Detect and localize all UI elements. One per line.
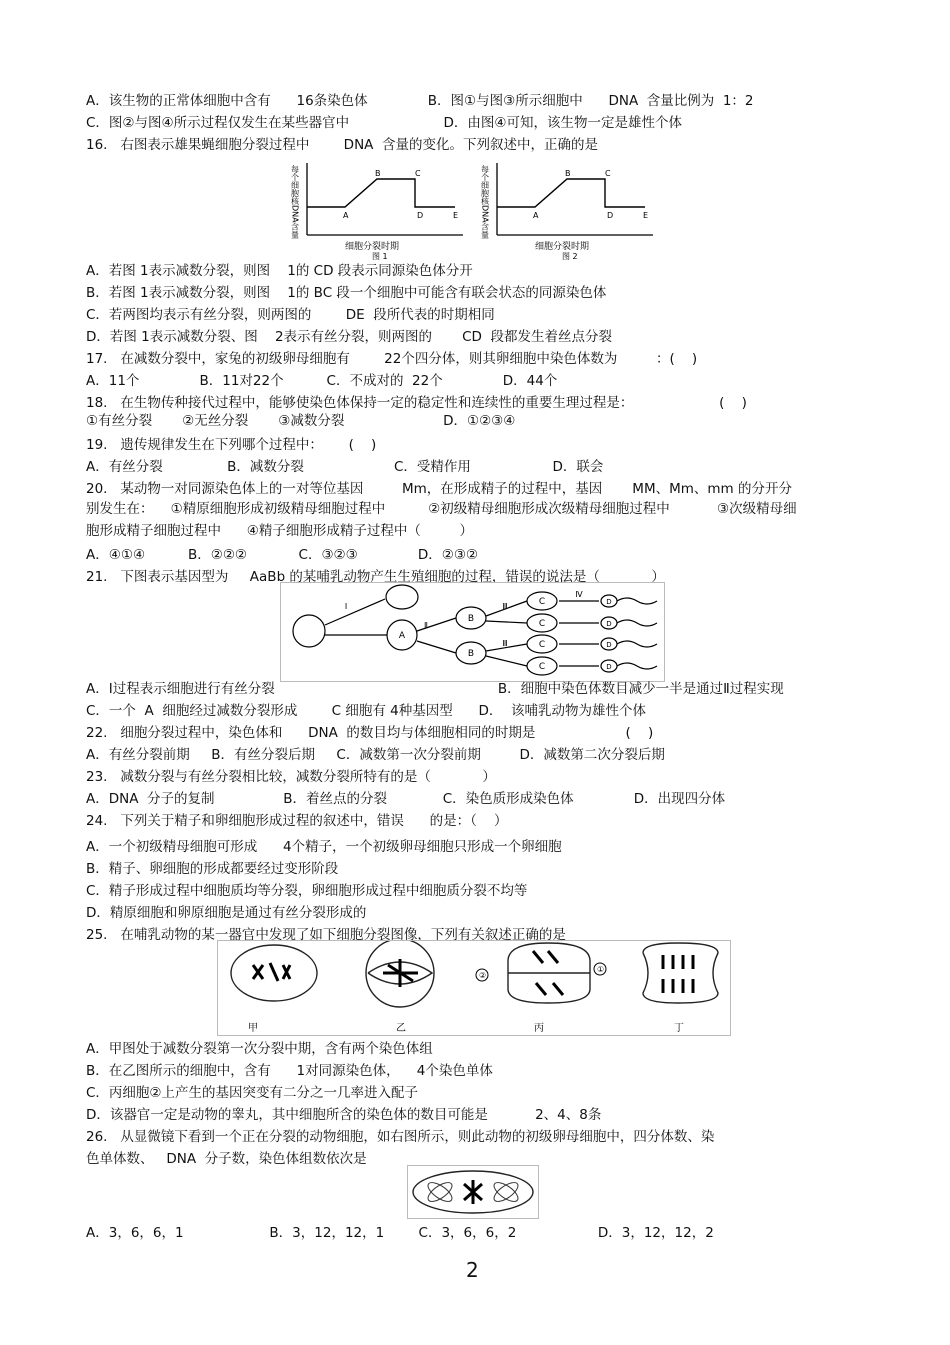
page-number: 2: [466, 1258, 479, 1282]
q16-option-d: D．若图 1表示减数分裂、图 2表示有丝分裂，则两图的 CD 段都发生着丝点分裂: [86, 329, 612, 345]
q15-option-c-d: C．图②与图④所示过程仅发生在某些器官中 D．由图④可知，该生物一定是雄性个体: [86, 115, 683, 131]
q22-options: A．有丝分裂前期 B．有丝分裂后期 C．减数第一次分裂前期 D．减数第二次分裂后期: [86, 747, 665, 763]
q24-option-a: A．一个初级精母细胞可形成 4个精子，一个初级卵母细胞只形成一个卵细胞: [86, 839, 562, 855]
cell-c-label-1: C: [538, 597, 546, 607]
dividing-cell-micrograph: [407, 1165, 539, 1219]
q17-stem: 17. 在减数分裂中，家兔的初级卵母细胞有 22个四分体，则其卵细胞中染色体数为 ：( ): [86, 351, 698, 367]
q18-options: ①有丝分裂 ②无丝分裂 ③减数分裂 D．①②③④: [86, 413, 516, 429]
svg-text:B: B: [375, 169, 381, 178]
svg-text:C: C: [605, 169, 611, 178]
step-iv-label: Ⅳ: [575, 590, 583, 599]
cell-ding-label: 丁: [674, 1023, 684, 1034]
q21-option-a-b: A．Ⅰ过程表示细胞进行有丝分裂 B．细胞中染色体数目减少一半是通过Ⅱ过程实现: [86, 681, 784, 697]
svg-text:D: D: [417, 211, 424, 220]
q23-options: A．DNA 分子的复制 B．着丝点的分裂 C．染色质形成染色体 D．出现四分体: [86, 791, 726, 807]
step-ii-label: Ⅱ: [424, 621, 428, 630]
cell-jia-label: 甲: [248, 1023, 258, 1034]
q25-stem: 25. 在哺乳动物的某一器官中发现了如下细胞分裂图像，下列有关叙述正确的是: [86, 927, 566, 943]
q24-stem: 24. 下列关于精子和卵细胞形成过程的叙述中，错误 的是：（ ）: [86, 813, 508, 829]
q26-stem-1: 26. 从显微镜下看到一个正在分裂的动物细胞，如右图所示，则此动物的初级卵母细胞中，四分体数、染: [86, 1129, 715, 1145]
q25-option-d: D．该器官一定是动物的睾丸，其中细胞所含的染色体的数目可能是 2、4、8条: [86, 1107, 602, 1123]
q16-option-c: C．若两图均表示有丝分裂，则两图的 DE 段所代表的时期相同: [86, 307, 495, 323]
meiosis-process-diagram: [280, 582, 665, 682]
cell-c-label-3: C: [538, 640, 546, 650]
q18-stem: 18. 在生物传种接代过程中，能够使染色体保持一定的稳定性和连续性的重要生理过程是： ( ): [86, 395, 747, 411]
svg-text:A: A: [343, 211, 349, 220]
q15-option-a-b: A．该生物的正常体细胞中含有 16条染色体 B．图①与图③所示细胞中 DNA 含量比例为 1：2: [86, 93, 754, 109]
cell-d-label-2: D: [606, 620, 612, 628]
svg-text:A: A: [533, 211, 539, 220]
svg-text:C: C: [415, 169, 421, 178]
step-iii-label-2: Ⅲ: [502, 639, 508, 648]
cell-b-label-2: B: [467, 649, 475, 659]
step-i-label: Ⅰ: [344, 602, 348, 611]
q23-stem: 23. 减数分裂与有丝分裂相比较，减数分裂所特有的是（ ）: [86, 769, 496, 785]
q16-stem: 16. 右图表示雄果蝇细胞分裂过程中 DNA 含量的变化。下列叙述中，正确的是: [86, 137, 598, 153]
graph-2-xlabel: 细胞分裂时期: [535, 242, 590, 252]
svg-text:B: B: [565, 169, 571, 178]
cell-d-label-3: D: [606, 641, 612, 649]
q16-option-a: A．若图 1表示减数分裂，则图 1的 CD 段表示同源染色体分开: [86, 263, 473, 279]
label-1: ①: [597, 965, 605, 974]
graph-2-caption: 图 2: [562, 252, 578, 260]
graph-1-caption: 图 1: [372, 252, 388, 260]
svg-text:E: E: [643, 211, 649, 220]
cell-yi-label: 乙: [396, 1023, 406, 1034]
cell-division-images: [217, 940, 731, 1036]
graph-1-xlabel: 细胞分裂时期: [345, 242, 400, 252]
cell-c-label-4: C: [538, 662, 546, 672]
q26-options: A．3，6，6，1 B．3，12，12，1 C．3，6，6，2 D．3，12，12，2: [86, 1225, 714, 1241]
dna-content-graphs: [285, 157, 660, 260]
q17-options: A．11个 B．11对22个 C．不成对的 22个 D．44个: [86, 373, 558, 389]
q25-option-b: B．在乙图所示的细胞中，含有 1对同源染色体， 4个染色单体: [86, 1063, 493, 1079]
q25-option-c: C．丙细胞②上产生的基因突变有二分之一几率进入配子: [86, 1085, 419, 1101]
svg-text:E: E: [453, 211, 459, 220]
q26-stem-2: 色单体数、 DNA 分子数，染色体组数依次是: [86, 1151, 367, 1167]
graph-1-ylabel: 每个细胞核DNA含量: [290, 165, 300, 239]
graph-2-ylabel: 每个细胞核DNA含量: [480, 165, 490, 239]
cell-c-label-2: C: [538, 619, 546, 629]
cell-b-label-1: B: [467, 614, 475, 624]
q24-option-d: D．精原细胞和卵原细胞是通过有丝分裂形成的: [86, 905, 367, 921]
cell-d-label-4: D: [606, 663, 612, 671]
cell-a-label: A: [398, 631, 406, 641]
q16-option-b: B．若图 1表示减数分裂，则图 1的 BC 段一个细胞中可能含有联会状态的同源染色体: [86, 285, 607, 301]
q25-option-a: A．甲图处于减数分裂第一次分裂中期，含有两个染色体组: [86, 1041, 433, 1057]
q24-option-b: B．精子、卵细胞的形成都要经过变形阶段: [86, 861, 339, 877]
label-2: ②: [479, 971, 487, 980]
step-iii-label-1: Ⅲ: [502, 602, 508, 611]
graph-2: [480, 163, 654, 260]
q20-options: A．④①④ B．②②② C．③②③ D．②③②: [86, 547, 479, 563]
q20-stem-3: 胞形成精子细胞过程中 ④精子细胞形成精子过程中（ ）: [86, 523, 473, 539]
svg-text:D: D: [607, 211, 614, 220]
q24-option-c: C．精子形成过程中细胞质均等分裂，卵细胞形成过程中细胞质分裂不均等: [86, 883, 528, 899]
graph-1: [290, 163, 464, 260]
q22-stem: 22. 细胞分裂过程中，染色体和 DNA 的数目均与体细胞相同的时期是 ( ): [86, 725, 654, 741]
q19-options: A．有丝分裂 B．减数分裂 C．受精作用 D．联会: [86, 459, 604, 475]
q21-stem: 21. 下图表示基因型为 AaBb 的某哺乳动物产生生殖细胞的过程，错误的说法是（ ）: [86, 569, 665, 585]
q19-stem: 19. 遗传规律发生在下列哪个过程中： ( ): [86, 437, 377, 453]
cell-d-label-1: D: [606, 598, 612, 606]
q20-stem-2: 别发生在： ①精原细胞形成初级精母细胞过程中 ②初级精母细胞形成次级精母细胞过程中 ③次级精母细: [86, 501, 797, 517]
q21-option-c-d: C．一个 A 细胞经过减数分裂形成 C 细胞有 4种基因型 D． 该哺乳动物为雄性个体: [86, 703, 646, 719]
q20-stem-1: 20. 某动物一对同源染色体上的一对等位基因 Mm，在形成精子的过程中，基因 MM、Mm、mm 的分开分: [86, 481, 792, 497]
cell-bing-label: 丙: [534, 1023, 544, 1034]
